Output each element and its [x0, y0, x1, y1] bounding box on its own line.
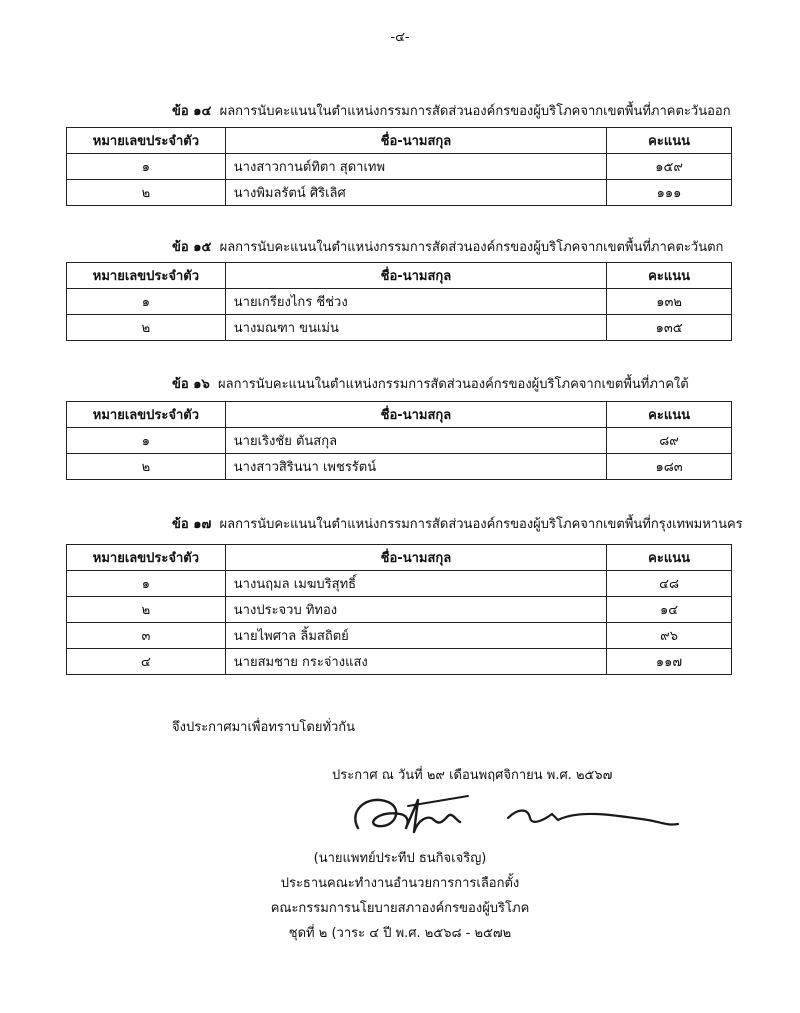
table-header-row: [67, 263, 732, 289]
cell-number: ๑: [67, 289, 226, 315]
results-table-17: [66, 544, 732, 675]
header-name: ชื่อ-นามสกุล: [225, 128, 606, 154]
header-name: ชื่อ-นามสกุล: [225, 545, 606, 571]
signatory-name: (นายแพทย์ประทีป ธนกิจเจริญ): [313, 851, 487, 866]
table-header-row: [67, 402, 732, 428]
table-row: [67, 180, 732, 206]
table-row: [67, 315, 732, 341]
results-table-15: [66, 262, 732, 341]
cell-name: นางสาวสิรินนา เพชรรัตน์: [225, 454, 606, 480]
cell-name: นางประจวบ ทิทอง: [225, 597, 606, 623]
cell-number: ๔: [67, 649, 226, 675]
header-score: คะแนน: [607, 402, 732, 428]
section-heading-16: [172, 373, 689, 394]
closing-text: จึงประกาศมาเพื่อทราบโดยทั่วกัน: [172, 720, 356, 735]
section-heading-17: [172, 513, 743, 534]
cell-score: ๙๖: [607, 623, 732, 649]
cell-name: นายเกรียงไกร ชีช่วง: [225, 289, 606, 315]
cell-number: ๒: [67, 597, 226, 623]
header-score: คะแนน: [607, 128, 732, 154]
results-table-16: [66, 401, 732, 480]
cell-name: นางพิมลรัตน์ ศิริเลิศ: [225, 180, 606, 206]
section-title: ผลการนับคะแนนในตำแหน่งกรรมการสัดส่วนองค์กรของผู้บริโภคจากเขตพื้นที่ภาคใต้: [218, 377, 689, 392]
signatory-position-1: ประธานคณะทำงานอำนวยการการเลือกตั้ง: [280, 876, 520, 891]
table-header-row: [67, 128, 732, 154]
signatory-position-3: ชุดที่ ๒ (วาระ ๔ ปี พ.ศ. ๒๕๖๘ - ๒๕๗๒: [288, 926, 512, 941]
cell-number: ๑: [67, 571, 226, 597]
table-row: [67, 571, 732, 597]
cell-score: ๑๑๗: [607, 649, 732, 675]
table-row: [67, 154, 732, 180]
section-heading-14: [172, 100, 731, 121]
cell-number: ๒: [67, 454, 226, 480]
section-title: ผลการนับคะแนนในตำแหน่งกรรมการสัดส่วนองค์กรของผู้บริโภคจากเขตพื้นที่ภาคตะวันตก: [219, 240, 724, 255]
cell-number: ๑: [67, 428, 226, 454]
section-label: ข้อ ๑๕: [172, 240, 212, 255]
cell-score: ๔๘: [607, 571, 732, 597]
section-heading-15: [172, 236, 723, 257]
cell-name: นายสมชาย กระจ่างแสง: [225, 649, 606, 675]
header-number: หมายเลขประจำตัว: [67, 128, 226, 154]
signature-image: [348, 780, 688, 840]
cell-number: ๑: [67, 154, 226, 180]
signatory-position-2: คณะกรรมการนโยบายสภาองค์กรของผู้บริโภค: [270, 901, 530, 916]
section-label: ข้อ ๑๗: [172, 517, 212, 532]
cell-name: นางสาวกานต์ทิตา สุดาเทพ: [225, 154, 606, 180]
table-row: [67, 289, 732, 315]
cell-name: นายไพศาล ลิ้มสถิตย์: [225, 623, 606, 649]
table-header-row: [67, 545, 732, 571]
cell-number: ๒: [67, 180, 226, 206]
header-number: หมายเลขประจำตัว: [67, 545, 226, 571]
cell-score: ๑๓๒: [607, 289, 732, 315]
section-label: ข้อ ๑๖: [172, 377, 210, 392]
table-row: [67, 623, 732, 649]
table-row: [67, 649, 732, 675]
header-name: ชื่อ-นามสกุล: [225, 402, 606, 428]
section-title: ผลการนับคะแนนในตำแหน่งกรรมการสัดส่วนองค์กรของผู้บริโภคจากเขตพื้นที่ภาคตะวันออก: [219, 104, 731, 119]
header-score: คะแนน: [607, 545, 732, 571]
table-row: [67, 454, 732, 480]
cell-score: ๑๘๓: [607, 454, 732, 480]
table-row: [67, 597, 732, 623]
cell-score: ๑๓๕: [607, 315, 732, 341]
results-table-14: [66, 127, 732, 206]
section-title: ผลการนับคะแนนในตำแหน่งกรรมการสัดส่วนองค์กรของผู้บริโภคจากเขตพื้นที่กรุงเทพมหานคร: [219, 517, 743, 532]
header-number: หมายเลขประจำตัว: [67, 263, 226, 289]
cell-score: ๑๕๙: [607, 154, 732, 180]
cell-name: นางนฤมล เมฆบริสุทธิ์: [225, 571, 606, 597]
signature-block: [0, 846, 800, 946]
cell-name: นางมณฑา ขนเม่น: [225, 315, 606, 341]
page-number: -๔-: [390, 30, 410, 45]
cell-name: นายเริงชัย ตันสกุล: [225, 428, 606, 454]
table-row: [67, 428, 732, 454]
header-number: หมายเลขประจำตัว: [67, 402, 226, 428]
header-name: ชื่อ-นามสกุล: [225, 263, 606, 289]
announce-date: ประกาศ ณ วันที่ ๒๙ เดือนพฤศจิกายน พ.ศ. ๒๕๖๗: [332, 768, 613, 783]
cell-number: ๓: [67, 623, 226, 649]
cell-score: ๘๙: [607, 428, 732, 454]
section-label: ข้อ ๑๔: [172, 104, 212, 119]
cell-number: ๒: [67, 315, 226, 341]
header-score: คะแนน: [607, 263, 732, 289]
cell-score: ๑๑๑: [607, 180, 732, 206]
cell-score: ๑๔: [607, 597, 732, 623]
